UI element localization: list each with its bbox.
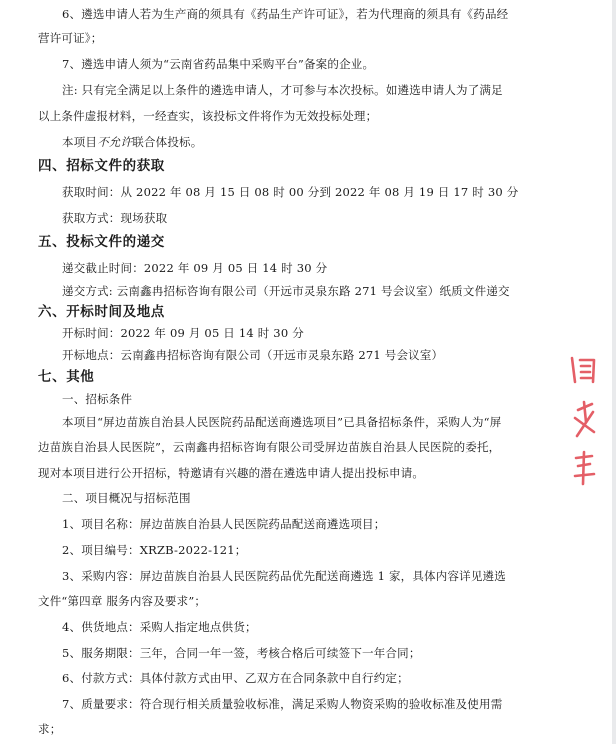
text-line: 递交截止时间：2022 年 09 月 05 日 14 时 30 分	[62, 261, 328, 275]
section-heading-7: 七、其他	[38, 369, 95, 385]
page-edge	[612, 0, 616, 744]
text-line: 现对本项目进行公开招标，特邀请有兴趣的潜在遴选申请人提出投标申请。	[38, 466, 425, 480]
list-item: 5、服务期限：三年，合同一年一签，考核合格后可续签下一年合同；	[62, 646, 421, 660]
section-heading-4: 四、招标文件的获取	[38, 158, 165, 174]
text-line: 开标时间：2022 年 09 月 05 日 14 时 30 分	[62, 326, 304, 340]
text-segment: 联合体投标。	[132, 135, 203, 149]
text-line: 7、遴选申请人须为“云南省药品集中采购平台”备案的企业。	[62, 57, 375, 71]
seal-stamp-icon	[566, 352, 600, 492]
text-line	[0, 134, 616, 150]
section-heading-6: 六、开标时间及地点	[38, 304, 165, 320]
list-item: 4、供货地点：采购人指定地点供货；	[62, 620, 257, 634]
list-item: 7、质量要求：符合现行相关质量验收标准，满足采购人物资采购的验收标准及使用需	[62, 697, 503, 711]
list-item-continuation: 求；	[38, 722, 62, 736]
section-heading-5: 五、投标文件的递交	[38, 234, 165, 250]
text-line: 开标地点：云南鑫冉招标咨询有限公司（开远市灵泉东路 271 号会议室）	[62, 348, 444, 362]
text-line: 营许可证》；	[38, 31, 103, 45]
text-line: 以上条件虚报材料，一经查实，该投标文件将作为无效投标处理；	[38, 109, 378, 123]
list-item-continuation: 文件“第四章 服务内容及要求”；	[38, 594, 207, 608]
text-line: 注: 只有完全满足以上条件的遴选申请人，才可参与本次投标。如遴选申请人为了满足	[62, 83, 503, 97]
text-line: 获取时间：从 2022 年 08 月 15 日 08 时 00 分到 2022 年 08 月 19 日 17 时 30 分	[62, 185, 519, 199]
text-line: 获取方式：现场获取	[62, 211, 168, 225]
text-line: 6、遴选申请人若为生产商的须具有《药品生产许可证》，若为代理商的须具有《药品经	[62, 7, 509, 21]
text-line: 本项目“屏边苗族自治县人民医院药品配送商遴选项目”已具备招标条件，采购人为“屏	[62, 415, 502, 429]
list-item: 2、项目编号：XRZB-2022-121；	[62, 543, 247, 557]
list-item: 3、采购内容：屏边苗族自治县人民医院药品优先配送商遴选 1 家，具体内容详见遴选	[62, 569, 506, 583]
text-line: 边苗族自治县人民医院”，云南鑫冉招标咨询有限公司受屏边苗族自治县人民医院的委托，	[38, 440, 501, 454]
list-item: 1、项目名称：屏边苗族自治县人民医院药品配送商遴选项目；	[62, 517, 386, 531]
emphasis-text: 不允许	[97, 135, 133, 149]
subheading: 二、项目概况与招标范围	[62, 491, 191, 505]
text-segment: 本项目	[62, 135, 98, 149]
subheading: 一、招标条件	[62, 392, 133, 406]
text-line: 递交方式: 云南鑫冉招标咨询有限公司（开远市灵泉东路 271 号会议室）纸质文件递交	[62, 284, 510, 298]
list-item: 6、付款方式：具体付款方式由甲、乙双方在合同条款中自行约定；	[62, 671, 409, 685]
